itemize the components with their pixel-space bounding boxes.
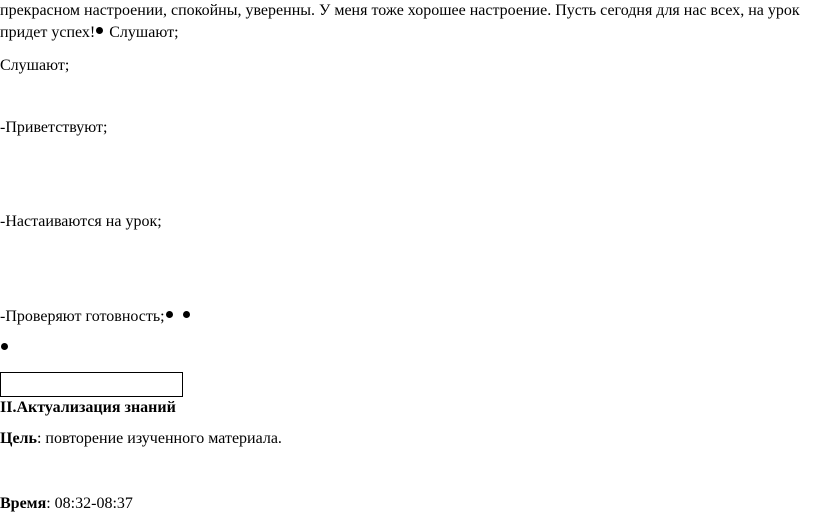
item-greet: -Приветствуют;: [0, 119, 108, 136]
item-listen: Слушают;: [0, 57, 70, 74]
time-label: Время: [0, 495, 47, 512]
paragraph-line-2-text: придет успех!: [0, 24, 96, 41]
item-check: [0, 306, 192, 328]
goal-label: Цель: [0, 430, 37, 447]
bullet-icon: [1, 343, 8, 350]
item-tune: -Настаиваются на урок;: [0, 213, 162, 230]
goal-line: [0, 428, 282, 450]
section-heading: II.Актуализация знаний: [0, 399, 176, 416]
item-check-text: -Проверяют готовность;: [0, 308, 165, 325]
bullet-icon: [183, 311, 190, 318]
time-line: [0, 493, 133, 515]
paragraph-line-1: прекрасном настроении, спокойны, уверенны. У меня тоже хорошее настроение. Пусть сегодня для нас всех, на урок: [0, 2, 800, 19]
time-text: : 08:32-08:37: [46, 495, 133, 512]
goal-text: : повторение изученного материала.: [36, 430, 282, 447]
bullet-icon: [166, 311, 173, 318]
empty-table-cell: [0, 372, 183, 397]
paragraph-line-2: [0, 22, 179, 44]
paragraph-line-2-after: Слушают;: [105, 24, 179, 41]
bullet-icon: [96, 27, 103, 34]
bullet-line: [0, 338, 10, 360]
